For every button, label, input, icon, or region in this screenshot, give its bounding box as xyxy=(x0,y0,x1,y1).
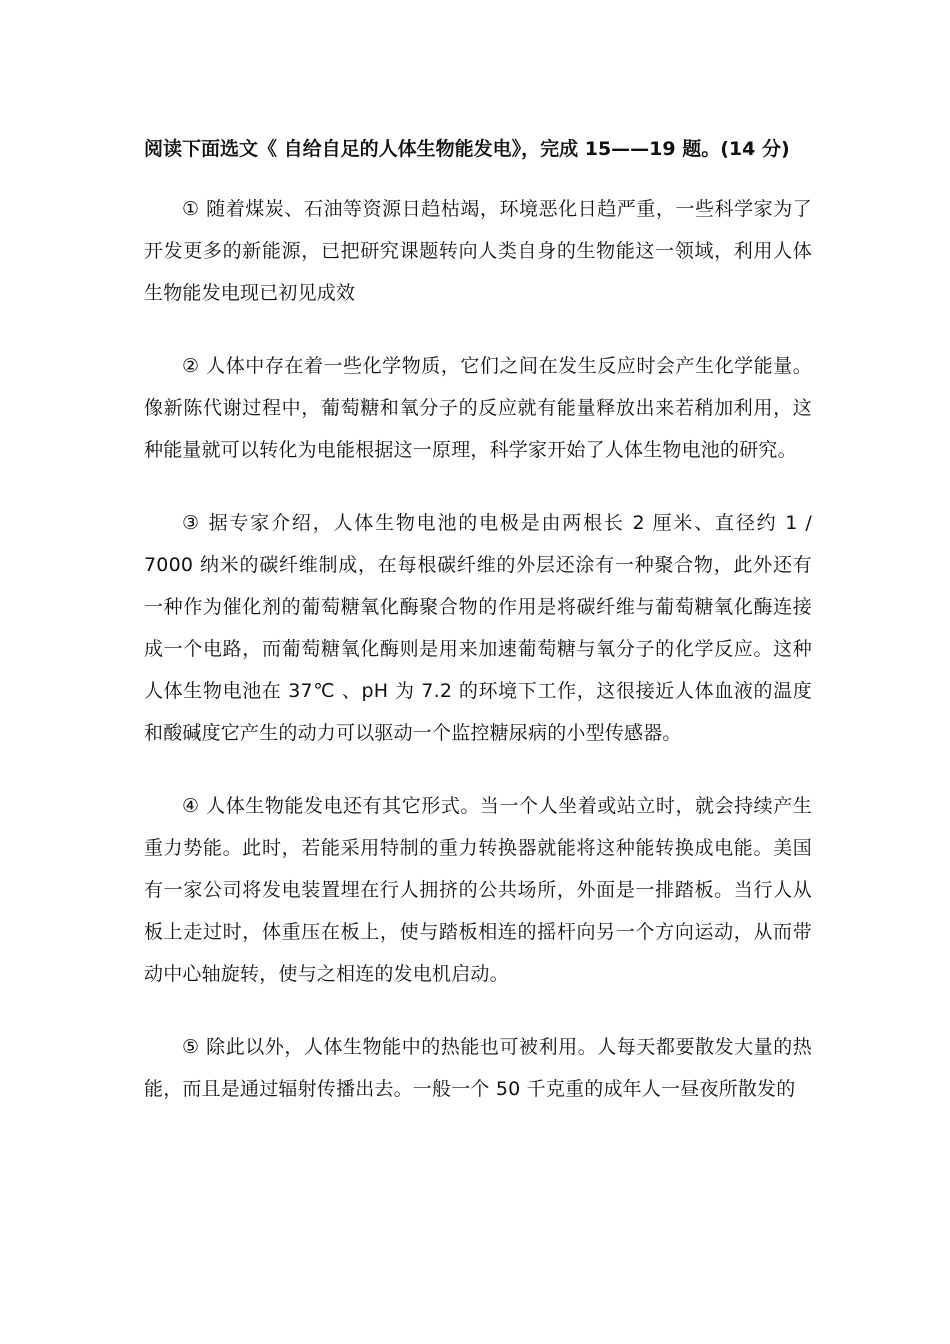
paragraph-3: ③ 据专家介绍，人体生物电池的电极是由两根长 2 厘米、直径约 1 / 7000 纳米的碳纤维制成，在每根碳纤维的外层还涂有一种聚合物，此外还有一种作为催化剂的葡萄糖氧化酶聚合物的作用是将碳纤维与葡萄糖氧化酶连接成一个电路，而葡萄糖氧化酶则是用来加速葡萄糖与氧分子的化学反应。这种人体生物电池在 37℃ 、pH 为 7.2 的环境下工作，这很接近人体血液的温度和酸碱度它产生的动力可以驱动一个监控糖尿病的小型传感器。 xyxy=(144,512,812,744)
paragraph-5: ⑤ 除此以外，人体生物能中的热能也可被利用。人每天都要散发大量的热能，而且是通过辐射传播出去。一般一个 50 千克重的成年人一昼夜所散发的 xyxy=(144,1036,812,1100)
paragraph-2: ② 人体中存在着一些化学物质，它们之间在发生反应时会产生化学能量。像新陈代谢过程中，葡萄糖和氧分子的反应就有能量释放出来若稍加利用，这种能量就可以转化为电能根据这一原理，科学家开始了人体生物电池的研究。 xyxy=(144,355,812,461)
document-body xyxy=(144,134,812,1141)
reading-instruction-title: 阅读下面选文《 自给自足的人体生物能发电》，完成 15——19 题。(14 分) xyxy=(144,138,790,160)
paragraph-1: ① 随着煤炭、石油等资源日趋枯竭，环境恶化日趋严重，一些科学家为了开发更多的新能源，已把研究课题转向人类自身的生物能这一领域，利用人体生物能发电现已初见成效 xyxy=(144,198,812,304)
paragraph-4: ④ 人体生物能发电还有其它形式。当一个人坐着或站立时，就会持续产生重力势能。此时，若能采用特制的重力转换器就能将这种能转换成电能。美国有一家公司将发电装置埋在行人拥挤的公共场所，外面是一排踏板。当行人从板上走过时，体重压在板上，使与踏板相连的摇杆向另一个方向运动，从而带动中心轴旋转，使与之相连的发电机启动。 xyxy=(144,795,812,985)
